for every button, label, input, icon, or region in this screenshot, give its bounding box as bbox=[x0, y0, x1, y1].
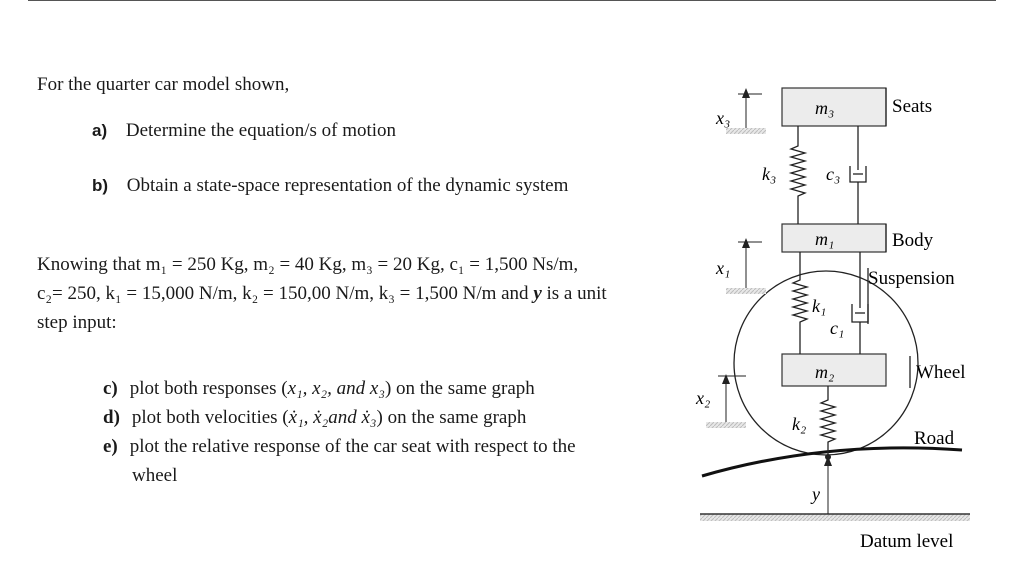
part-a bbox=[92, 120, 396, 142]
y-label: y bbox=[812, 484, 820, 504]
part-b-text: Obtain a state-space representation of the dynamic system bbox=[126, 175, 569, 196]
x3-label: x₃ bbox=[716, 108, 731, 128]
part-c-post: ) on the same graph bbox=[384, 378, 535, 399]
quarter-car-figure bbox=[690, 70, 1010, 560]
damper-c1 bbox=[852, 252, 868, 354]
datum-label: Datum level bbox=[860, 531, 954, 552]
part-c-math: x₁, x₂, and x₃ bbox=[287, 378, 385, 399]
body-label: Body bbox=[892, 230, 934, 251]
part-c bbox=[103, 378, 535, 400]
givens-line-2 bbox=[37, 279, 697, 308]
part-e-continuation: wheel bbox=[132, 465, 178, 486]
damper-c3 bbox=[850, 126, 866, 224]
k3-label: k₃ bbox=[762, 164, 777, 184]
mass-m3-label: m₃ bbox=[815, 98, 835, 118]
suspension-label: Suspension bbox=[868, 268, 955, 289]
part-d-post: ) on the same graph bbox=[376, 407, 527, 428]
part-c-pre: plot both responses ( bbox=[129, 378, 288, 399]
x1-indicator bbox=[726, 238, 766, 294]
part-a-text: Determine the equation/s of motion bbox=[125, 120, 397, 141]
part-e-text: plot the relative response of the car seat with respect to the bbox=[129, 436, 576, 457]
problem-intro: For the quarter car model shown, bbox=[37, 74, 290, 95]
givens-y: y bbox=[533, 283, 542, 304]
c3-label: c₃ bbox=[826, 164, 841, 184]
part-b bbox=[92, 175, 568, 197]
seats-label: Seats bbox=[892, 96, 933, 117]
spring-k1 bbox=[793, 252, 807, 354]
x2-indicator bbox=[706, 374, 746, 428]
c1-label: c₁ bbox=[830, 318, 845, 338]
givens-line-2a: c₂= 250, k₁ = 15,000 N/m, k₂ = 150,00 N/m, k₃ = 1,500 N/m and bbox=[37, 283, 534, 304]
road-label: Road bbox=[914, 428, 955, 449]
part-c-label: c) bbox=[103, 378, 118, 399]
road-curve bbox=[702, 448, 962, 476]
part-e-label: e) bbox=[103, 436, 118, 457]
givens-line-3: step input: bbox=[37, 312, 117, 333]
x3-indicator bbox=[726, 88, 766, 134]
part-b-label: b) bbox=[92, 176, 109, 195]
part-d-pre: plot both velocities ( bbox=[131, 407, 289, 428]
part-d-math: ẋ₁, ẋ₂and ẋ₃ bbox=[288, 407, 377, 428]
x2-label: x₂ bbox=[696, 388, 711, 408]
spring-k2 bbox=[821, 386, 835, 456]
mass-m1-label: m₁ bbox=[815, 229, 835, 249]
wheel-label: Wheel bbox=[916, 362, 966, 383]
part-d bbox=[103, 407, 526, 429]
part-d-label: d) bbox=[103, 407, 120, 428]
k1-label: k₁ bbox=[812, 296, 827, 316]
top-rule bbox=[28, 0, 996, 1]
part-a-label: a) bbox=[92, 121, 108, 140]
givens-paragraph bbox=[37, 250, 697, 337]
givens-line-2b: is a unit bbox=[541, 283, 607, 304]
x1-label: x₁ bbox=[716, 258, 731, 278]
part-e bbox=[103, 436, 576, 458]
givens-line-1: Knowing that m₁ = 250 Kg, m₂ = 40 Kg, m₃ = 20 Kg, c₁ = 1,500 Ns/m, bbox=[37, 254, 579, 275]
k2-label: k₂ bbox=[792, 414, 807, 434]
spring-k3 bbox=[791, 126, 805, 224]
datum-ground bbox=[700, 514, 970, 521]
mass-m2-label: m₂ bbox=[815, 362, 835, 382]
